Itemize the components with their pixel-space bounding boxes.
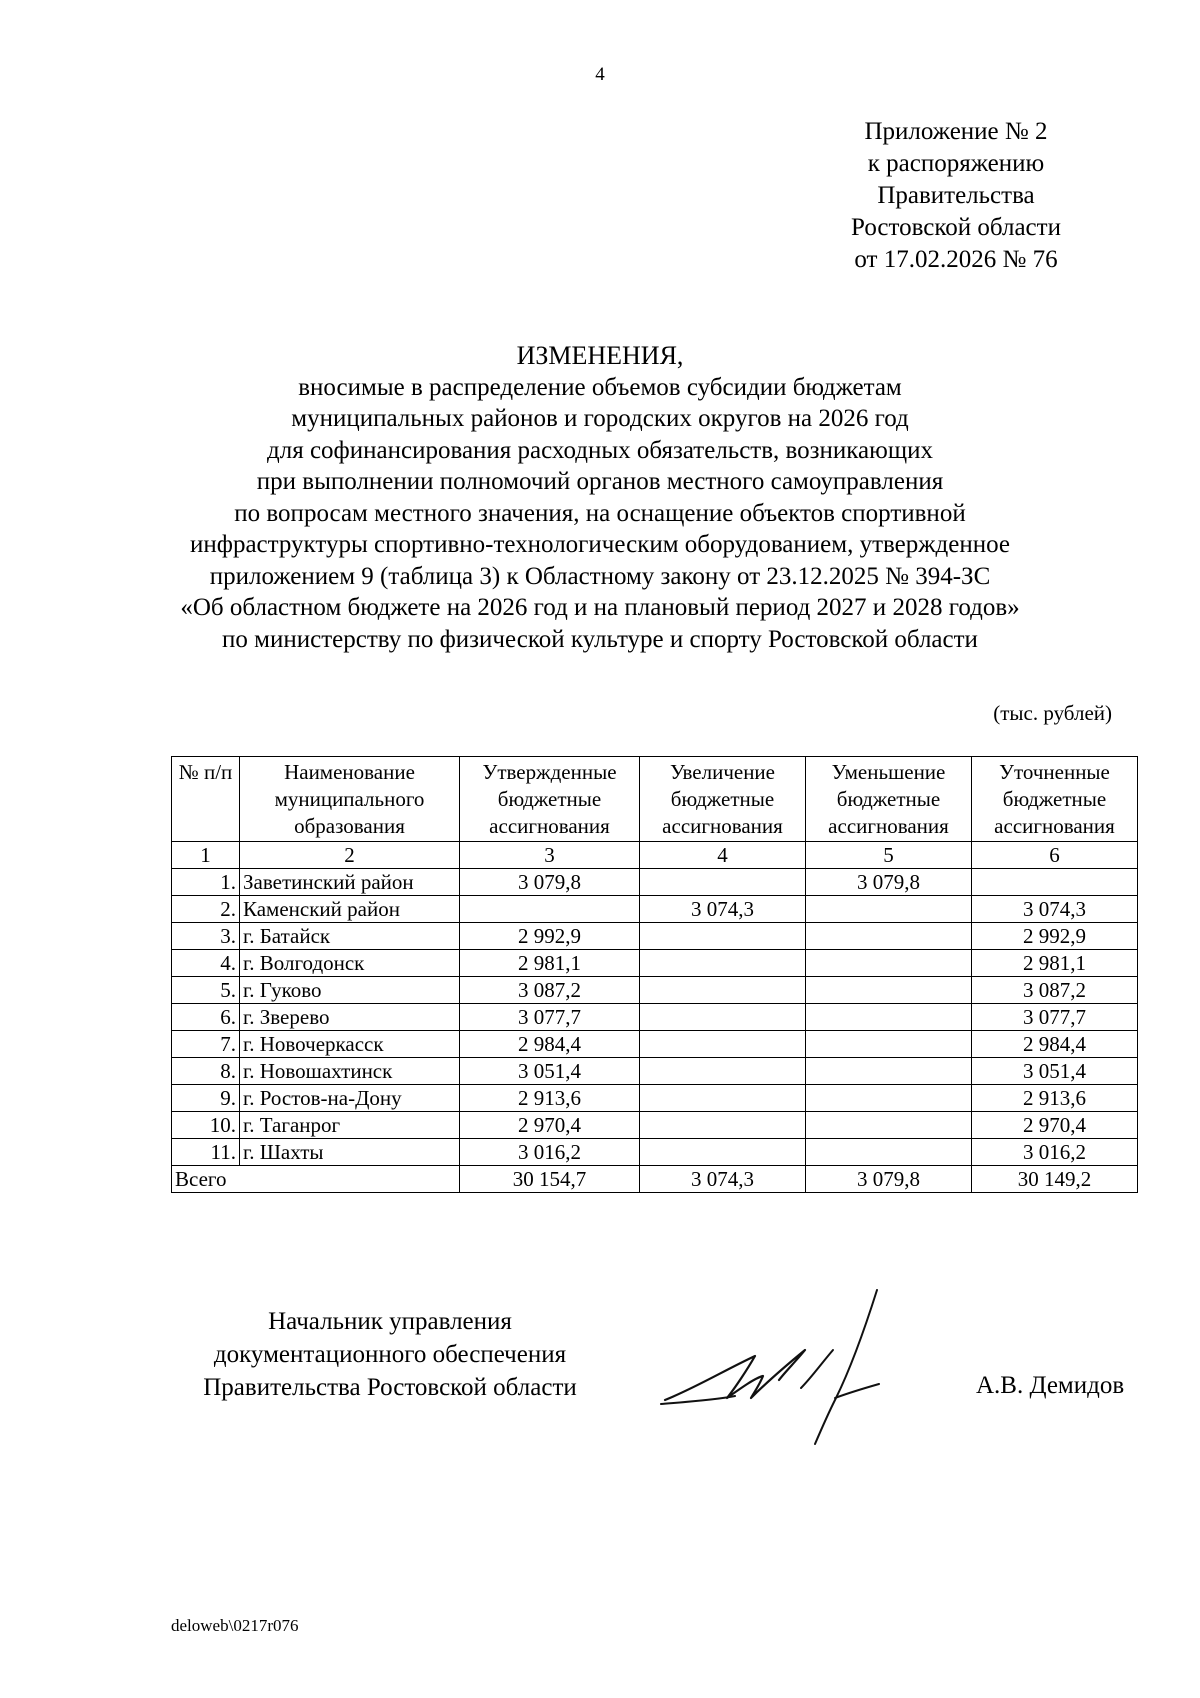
- appendix-line: Правительства: [877, 182, 1035, 209]
- total-decrease: 3 079,8: [806, 1166, 972, 1193]
- row-number: 8.: [172, 1058, 240, 1085]
- approved-value: [460, 896, 640, 923]
- municipality-name: Заветинский район: [240, 869, 460, 896]
- decrease-value: [806, 950, 972, 977]
- table-row: [172, 1031, 1138, 1058]
- municipality-name: Каменский район: [240, 896, 460, 923]
- increase-value: [640, 1058, 806, 1085]
- header-approved: Утвержденные бюджетные ассигнования: [460, 757, 640, 842]
- handwritten-signature: [655, 1288, 935, 1448]
- header-increase: Увеличение бюджетные ассигнования: [640, 757, 806, 842]
- updated-value: 3 074,3: [972, 896, 1138, 923]
- column-number: 1: [172, 842, 240, 869]
- increase-value: [640, 1139, 806, 1166]
- column-number: 5: [806, 842, 972, 869]
- column-number: 4: [640, 842, 806, 869]
- decrease-value: [806, 1004, 972, 1031]
- table-row: [172, 1004, 1138, 1031]
- municipality-name: г. Гуково: [240, 977, 460, 1004]
- table-row: [172, 869, 1138, 896]
- title-line: при выполнении полномочий органов местного самоуправления: [256, 468, 944, 495]
- updated-value: 3 087,2: [972, 977, 1138, 1004]
- increase-value: [640, 1085, 806, 1112]
- position-line: Начальник управления: [268, 1308, 512, 1335]
- appendix-line: Ростовской области: [851, 214, 1061, 241]
- appendix-line: Приложение № 2: [864, 118, 1048, 145]
- row-number: 9.: [172, 1085, 240, 1112]
- municipality-name: г. Шахты: [240, 1139, 460, 1166]
- decrease-value: [806, 1085, 972, 1112]
- total-increase: 3 074,3: [640, 1166, 806, 1193]
- appendix-header: [826, 116, 1086, 276]
- municipality-name: г. Волгодонск: [240, 950, 460, 977]
- increase-value: [640, 950, 806, 977]
- decrease-value: [806, 923, 972, 950]
- updated-value: 2 992,9: [972, 923, 1138, 950]
- units-label: (тыс. рублей): [993, 701, 1112, 725]
- approved-value: 2 984,4: [460, 1031, 640, 1058]
- increase-value: 3 074,3: [640, 896, 806, 923]
- decrease-value: [806, 1031, 972, 1058]
- row-number: 1.: [172, 869, 240, 896]
- appendix-line: к распоряжению: [867, 150, 1045, 177]
- decrease-value: [806, 1058, 972, 1085]
- row-number: 5.: [172, 977, 240, 1004]
- title-line: для софинансирования расходных обязательств, возникающих: [267, 436, 933, 464]
- increase-value: [640, 977, 806, 1004]
- column-number: 6: [972, 842, 1138, 869]
- updated-value: 2 913,6: [972, 1085, 1138, 1112]
- decrease-value: 3 079,8: [806, 869, 972, 896]
- table-header-row: [172, 757, 1138, 842]
- decrease-value: [806, 977, 972, 1004]
- increase-value: [640, 1031, 806, 1058]
- increase-value: [640, 923, 806, 950]
- row-number: 7.: [172, 1031, 240, 1058]
- municipality-name: г. Ростов-на-Дону: [240, 1085, 460, 1112]
- updated-value: 3 016,2: [972, 1139, 1138, 1166]
- appendix-line: от 17.02.2026 № 76: [854, 246, 1058, 273]
- signatory-position: [160, 1305, 620, 1404]
- title-line: по министерству по физической культуре и спорту Ростовской области: [222, 625, 978, 653]
- title-line: приложением 9 (таблица 3) к Областному закону от 23.12.2025 № 394-ЗС: [209, 562, 991, 590]
- title-heading: ИЗМЕНЕНИЯ,: [516, 341, 684, 370]
- decrease-value: [806, 1112, 972, 1139]
- decrease-value: [806, 1139, 972, 1166]
- approved-value: 2 913,6: [460, 1085, 640, 1112]
- title-line: по вопросам местного значения, на оснащение объектов спортивной: [234, 499, 966, 527]
- total-updated: 30 149,2: [972, 1166, 1138, 1193]
- page-number: 4: [595, 64, 605, 85]
- total-approved: 30 154,7: [460, 1166, 640, 1193]
- table-row: [172, 950, 1138, 977]
- header-updated: Уточненные бюджетные ассигнования: [972, 757, 1138, 842]
- municipality-name: г. Таганрог: [240, 1112, 460, 1139]
- subsidy-table: [171, 756, 1138, 1193]
- title-line: вносимые в распределение объемов субсидии бюджетам: [298, 373, 902, 401]
- document-code: deloweb\0217r076: [171, 1616, 299, 1635]
- document-title: [60, 340, 1140, 655]
- row-number: 6.: [172, 1004, 240, 1031]
- approved-value: 3 087,2: [460, 977, 640, 1004]
- column-numbers-row: [172, 842, 1138, 869]
- municipality-name: г. Батайск: [240, 923, 460, 950]
- approved-value: 3 051,4: [460, 1058, 640, 1085]
- title-line: «Об областном бюджете на 2026 год и на плановый период 2027 и 2028 годов»: [180, 594, 1020, 621]
- approved-value: 3 079,8: [460, 869, 640, 896]
- row-number: 4.: [172, 950, 240, 977]
- table-row: [172, 923, 1138, 950]
- municipality-name: г. Новочеркасск: [240, 1031, 460, 1058]
- updated-value: 2 981,1: [972, 950, 1138, 977]
- table-row: [172, 1139, 1138, 1166]
- table-row: [172, 1085, 1138, 1112]
- approved-value: 3 016,2: [460, 1139, 640, 1166]
- approved-value: 3 077,7: [460, 1004, 640, 1031]
- municipality-name: г. Новошахтинск: [240, 1058, 460, 1085]
- table-row: [172, 977, 1138, 1004]
- column-number: 3: [460, 842, 640, 869]
- updated-value: [972, 869, 1138, 896]
- increase-value: [640, 869, 806, 896]
- approved-value: 2 981,1: [460, 950, 640, 977]
- header-decrease: Уменьшение бюджетные ассигнования: [806, 757, 972, 842]
- column-number: 2: [240, 842, 460, 869]
- position-line: Правительства Ростовской области: [203, 1374, 577, 1401]
- row-number: 11.: [172, 1139, 240, 1166]
- updated-value: 3 077,7: [972, 1004, 1138, 1031]
- updated-value: 2 984,4: [972, 1031, 1138, 1058]
- table-row: [172, 896, 1138, 923]
- municipality-name: г. Зверево: [240, 1004, 460, 1031]
- total-label: Всего: [172, 1166, 460, 1193]
- header-municipality: Наименование муниципального образования: [240, 757, 460, 842]
- title-line: инфраструктуры спортивно-технологическим оборудованием, утвержденное: [189, 531, 1010, 558]
- updated-value: 3 051,4: [972, 1058, 1138, 1085]
- increase-value: [640, 1112, 806, 1139]
- row-number: 2.: [172, 896, 240, 923]
- decrease-value: [806, 896, 972, 923]
- increase-value: [640, 1004, 806, 1031]
- row-number: 10.: [172, 1112, 240, 1139]
- header-number: № п/п: [172, 757, 240, 842]
- table-row: [172, 1058, 1138, 1085]
- row-number: 3.: [172, 923, 240, 950]
- table-row: [172, 1112, 1138, 1139]
- signer-name: А.В. Демидов: [976, 1372, 1125, 1399]
- table-total-row: [172, 1166, 1138, 1193]
- approved-value: 2 992,9: [460, 923, 640, 950]
- position-line: документационного обеспечения: [213, 1341, 567, 1368]
- updated-value: 2 970,4: [972, 1112, 1138, 1139]
- approved-value: 2 970,4: [460, 1112, 640, 1139]
- title-line: муниципальных районов и городских округов на 2026 год: [291, 405, 909, 432]
